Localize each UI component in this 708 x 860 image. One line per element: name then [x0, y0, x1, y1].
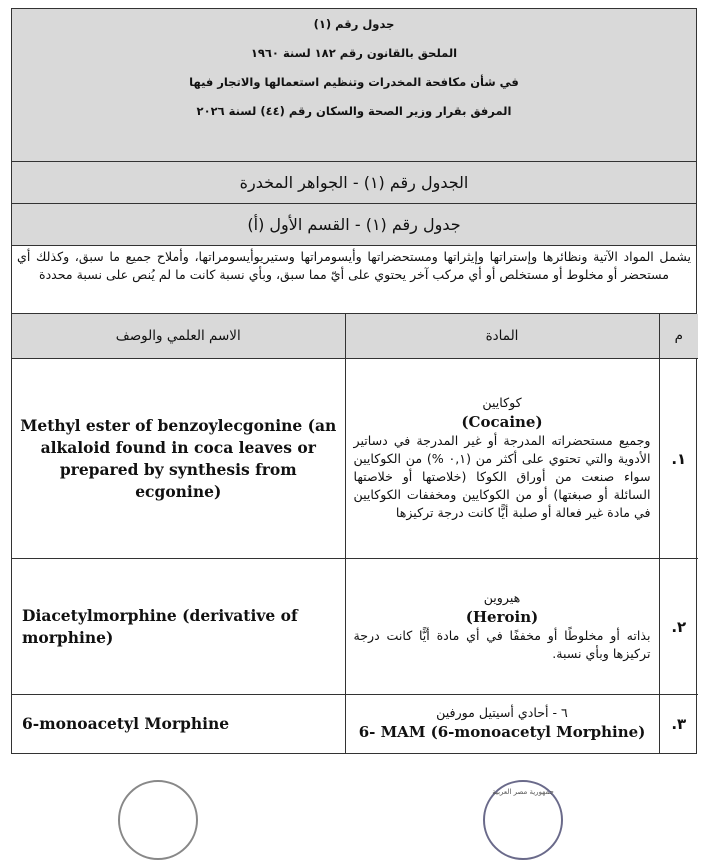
document-table: [11, 8, 697, 754]
substance-name-ar: ٦ - أحادي أسيتيل مورفين: [436, 704, 568, 720]
scientific-name-cell: 6-monoacetyl Morphine: [12, 695, 345, 753]
header-scientific: الاسم العلمي والوصف: [12, 314, 345, 359]
header-substance: المادة: [345, 314, 659, 359]
official-stamp-left: [118, 780, 198, 860]
table-number-title: جدول رقم (١): [313, 17, 395, 31]
substance-name-ar: كوكايين: [482, 394, 522, 410]
scientific-name-cell: Diacetylmorphine (derivative of morphine): [12, 559, 345, 695]
substance-name-en: (Cocaine): [461, 412, 543, 431]
section-band-part-a: جدول رقم (١) - القسم الأول (أ): [12, 204, 696, 246]
row-number: ٢.: [659, 559, 698, 695]
substance-cell: [345, 359, 659, 559]
substance-cell: [345, 695, 659, 753]
intro-paragraph: يشمل المواد الآتية ونظائرها وإستراتها وإيثراتها ومستحضراتها وأيسومراتها وستيريوأيسومراتها، وأملاح جميع ما سبق، وكذلك أي مستحضر أو مخلوط أو مستخلص أو أي مركب آخر يحتوي على أيّ مما سبق، وبأي نسبة كانت ما لم يُنص على نسبة محددة: [12, 246, 696, 314]
substance-description: وجميع مستحضراته المدرجة أو غير المدرجة في دساتير الأدوية والتي تحتوي على أكثر من (٠,١ %) من الكوكايين سواء صنعت من أوراق الكوكا (خلاصتها أو خلاصتها السائلة أو صبغتها) أو من الكوكايين ومخففات الكوكايين في مادة غير فعالة أو صلبة أيًّا كانت درجة تركيزها: [353, 432, 651, 520]
law-subject-line: في شأن مكافحة المخدرات وتنظيم استعمالها والاتجار فيها: [189, 75, 519, 89]
official-stamp-right: [483, 780, 563, 860]
table-row: [12, 359, 698, 559]
decree-line: المرفق بقرار وزير الصحة والسكان رقم (٤٤) لسنة ٢٠٢٦: [196, 104, 512, 118]
substances-table: [12, 314, 698, 753]
document-header: [12, 9, 696, 162]
annex-law-line: الملحق بالقانون رقم ١٨٢ لسنة ١٩٦٠: [250, 46, 458, 60]
section-band-narcotics: الجدول رقم (١) - الجواهر المخدرة: [12, 162, 696, 204]
row-number: ٣.: [659, 695, 698, 753]
substance-description: بذاته أو مخلوطًا أو مخففًا في أي مادة أيًّا كانت درجة تركيزها وبأي نسبة.: [353, 627, 651, 661]
substance-name-en: (Heroin): [465, 607, 539, 626]
table-row: [12, 695, 698, 753]
table-row: [12, 559, 698, 695]
scientific-name-cell: Methyl ester of benzoylecgonine (an alkaloid found in coca leaves or prepared by synthesis from ecgonine): [12, 359, 345, 559]
header-number: م: [659, 314, 698, 359]
stamp-text: جمهورية مصر العربية: [492, 788, 554, 796]
table-header-row: [12, 314, 698, 359]
substance-name-ar: هيروين: [483, 589, 521, 605]
substance-cell: [345, 559, 659, 695]
substance-name-en: 6- MAM (6-monoacetyl Morphine): [358, 722, 646, 741]
row-number: ١.: [659, 359, 698, 559]
